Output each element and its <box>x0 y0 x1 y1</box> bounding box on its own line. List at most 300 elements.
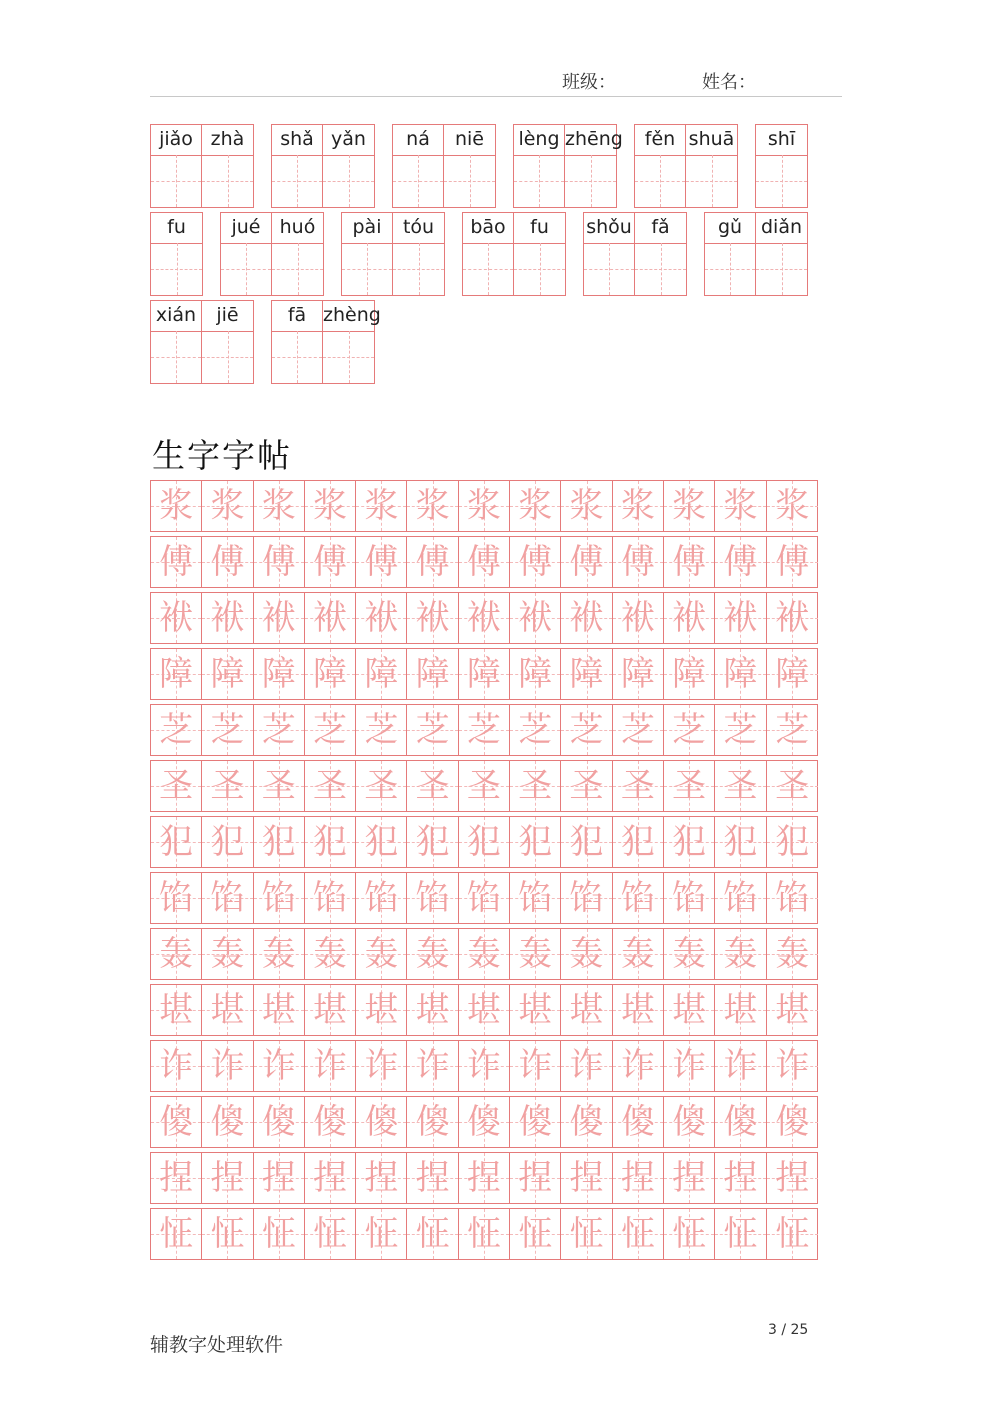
trace-character: 芝 <box>313 710 348 750</box>
practice-cell <box>356 537 407 587</box>
trace-character: 诈 <box>415 1046 450 1086</box>
pinyin-cell[interactable] <box>202 125 253 207</box>
writing-box <box>635 155 685 207</box>
practice-cell <box>202 873 253 923</box>
practice-cell <box>767 705 818 755</box>
practice-cell <box>407 1097 458 1147</box>
practice-cell <box>151 481 202 531</box>
pinyin-cell[interactable] <box>635 213 686 295</box>
writing-box <box>272 331 322 383</box>
practice-cell <box>613 873 664 923</box>
pinyin-cell[interactable] <box>272 213 323 295</box>
practice-cell <box>407 593 458 643</box>
trace-character: 傅 <box>159 542 194 582</box>
trace-character: 傻 <box>569 1102 604 1142</box>
trace-character: 诈 <box>466 1046 501 1086</box>
practice-cell <box>715 481 766 531</box>
practice-cell <box>510 1209 561 1259</box>
trace-character: 傅 <box>313 542 348 582</box>
pinyin-cell[interactable] <box>342 213 393 295</box>
trace-character: 袱 <box>775 598 810 638</box>
trace-character: 浆 <box>672 486 707 526</box>
writing-box <box>514 243 565 295</box>
trace-character: 障 <box>210 654 245 694</box>
writing-box <box>686 155 737 207</box>
practice-cell <box>202 817 253 867</box>
practice-cell <box>561 929 612 979</box>
practice-cell <box>767 537 818 587</box>
practice-cell <box>613 593 664 643</box>
practice-cell <box>305 1209 356 1259</box>
pinyin-cell[interactable] <box>565 125 623 207</box>
trace-character: 怔 <box>672 1214 707 1254</box>
trace-character: 捏 <box>313 1158 348 1198</box>
practice-cell <box>510 705 561 755</box>
practice-cell <box>459 817 510 867</box>
trace-character: 堪 <box>466 990 501 1030</box>
practice-cell <box>459 705 510 755</box>
trace-character: 馅 <box>620 878 655 918</box>
practice-cell <box>356 1209 407 1259</box>
practice-cell <box>407 1209 458 1259</box>
practice-cell <box>254 481 305 531</box>
trace-character: 捏 <box>518 1158 553 1198</box>
practice-cell <box>767 1209 818 1259</box>
practice-cell <box>254 985 305 1035</box>
practice-cell <box>202 1041 253 1091</box>
pinyin-cell[interactable] <box>202 301 253 383</box>
trace-character: 傅 <box>261 542 296 582</box>
practice-cell <box>664 481 715 531</box>
writing-box <box>272 243 323 295</box>
trace-character: 怔 <box>364 1214 399 1254</box>
trace-character: 堪 <box>518 990 553 1030</box>
pinyin-text: zhà <box>202 125 253 156</box>
practice-cell <box>459 1097 510 1147</box>
practice-cell <box>613 481 664 531</box>
practice-cell <box>202 649 253 699</box>
trace-character: 堪 <box>159 990 194 1030</box>
pinyin-cell[interactable] <box>463 213 514 295</box>
pinyin-cell[interactable] <box>151 213 202 295</box>
practice-cell <box>151 1209 202 1259</box>
trace-character: 傅 <box>672 542 707 582</box>
writing-box <box>756 243 807 295</box>
practice-cell <box>151 1153 202 1203</box>
trace-character: 傻 <box>210 1102 245 1142</box>
practice-cell <box>459 761 510 811</box>
practice-cell <box>305 593 356 643</box>
trace-character: 堪 <box>569 990 604 1030</box>
trace-character: 轰 <box>466 934 501 974</box>
pinyin-cell[interactable] <box>323 301 381 383</box>
trace-character: 诈 <box>210 1046 245 1086</box>
practice-cell <box>561 1209 612 1259</box>
practice-cell <box>407 1041 458 1091</box>
trace-character: 犯 <box>518 822 553 862</box>
pinyin-text: niē <box>444 125 495 156</box>
practice-cell <box>254 593 305 643</box>
trace-character: 犯 <box>672 822 707 862</box>
trace-character: 傅 <box>466 542 501 582</box>
practice-row <box>150 536 818 588</box>
trace-character: 堪 <box>620 990 655 1030</box>
pinyin-group <box>150 212 203 296</box>
practice-cell <box>767 1153 818 1203</box>
practice-cell <box>151 705 202 755</box>
practice-cell <box>561 873 612 923</box>
trace-character: 诈 <box>261 1046 296 1086</box>
trace-character: 芝 <box>723 710 758 750</box>
trace-character: 怔 <box>569 1214 604 1254</box>
practice-cell <box>356 649 407 699</box>
trace-character: 堪 <box>415 990 450 1030</box>
practice-cell <box>407 817 458 867</box>
pinyin-text: fǎ <box>635 213 686 244</box>
pinyin-text: jiǎo <box>151 125 201 156</box>
writing-box <box>393 243 444 295</box>
trace-character: 犯 <box>364 822 399 862</box>
practice-cell <box>561 481 612 531</box>
pinyin-group <box>392 124 496 208</box>
practice-cell <box>767 873 818 923</box>
practice-cell <box>664 761 715 811</box>
practice-cell <box>715 1153 766 1203</box>
writing-box <box>221 243 271 295</box>
practice-cell <box>767 1041 818 1091</box>
practice-cell <box>407 537 458 587</box>
practice-cell <box>151 761 202 811</box>
practice-cell <box>561 985 612 1035</box>
pinyin-group <box>462 212 566 296</box>
pinyin-text: yǎn <box>323 125 374 156</box>
practice-cell <box>202 761 253 811</box>
trace-character: 芝 <box>159 710 194 750</box>
practice-cell <box>202 1153 253 1203</box>
pinyin-text: xián <box>151 301 201 332</box>
practice-cell <box>202 705 253 755</box>
section-title: 生字字帖 <box>152 436 292 475</box>
trace-character: 傻 <box>518 1102 553 1142</box>
trace-character: 诈 <box>364 1046 399 1086</box>
trace-character: 轰 <box>210 934 245 974</box>
practice-cell <box>305 817 356 867</box>
trace-character: 芝 <box>210 710 245 750</box>
practice-cell <box>202 1209 253 1259</box>
practice-cell <box>613 761 664 811</box>
practice-cell <box>151 985 202 1035</box>
pinyin-cell[interactable] <box>635 125 686 207</box>
practice-cell <box>407 929 458 979</box>
trace-character: 馅 <box>364 878 399 918</box>
trace-character: 馅 <box>569 878 604 918</box>
trace-character: 馅 <box>518 878 553 918</box>
trace-character: 捏 <box>569 1158 604 1198</box>
practice-cell <box>254 1209 305 1259</box>
pinyin-text: fu <box>151 213 202 244</box>
pinyin-text: shǎ <box>272 125 322 156</box>
pinyin-cell[interactable] <box>393 213 444 295</box>
trace-character: 傻 <box>466 1102 501 1142</box>
practice-cell <box>510 649 561 699</box>
trace-character: 浆 <box>159 486 194 526</box>
pinyin-cell[interactable] <box>584 213 635 295</box>
practice-row <box>150 592 818 644</box>
practice-cell <box>356 1041 407 1091</box>
pinyin-text: fu <box>514 213 565 244</box>
writing-box <box>444 155 495 207</box>
practice-cell <box>151 873 202 923</box>
practice-cell <box>202 985 253 1035</box>
practice-cell <box>561 1097 612 1147</box>
trace-character: 馅 <box>672 878 707 918</box>
practice-cell <box>305 1097 356 1147</box>
trace-character: 轰 <box>313 934 348 974</box>
pinyin-cell[interactable] <box>393 125 444 207</box>
practice-cell <box>613 649 664 699</box>
trace-character: 犯 <box>210 822 245 862</box>
trace-character: 怔 <box>518 1214 553 1254</box>
trace-character: 袱 <box>569 598 604 638</box>
pinyin-group <box>513 124 623 208</box>
practice-cell <box>254 649 305 699</box>
trace-character: 犯 <box>313 822 348 862</box>
pinyin-text: jué <box>221 213 271 244</box>
trace-character: 怔 <box>210 1214 245 1254</box>
pinyin-group <box>341 212 445 296</box>
trace-character: 怔 <box>159 1214 194 1254</box>
practice-cell <box>459 537 510 587</box>
trace-character: 捏 <box>364 1158 399 1198</box>
pinyin-cell[interactable] <box>756 213 807 295</box>
pinyin-group <box>583 212 687 296</box>
practice-cell <box>305 705 356 755</box>
trace-character: 障 <box>723 654 758 694</box>
trace-character: 障 <box>672 654 707 694</box>
trace-character: 犯 <box>261 822 296 862</box>
pinyin-text: shǒu <box>584 213 634 244</box>
practice-cell <box>356 1097 407 1147</box>
trace-character: 傻 <box>159 1102 194 1142</box>
trace-character: 捏 <box>210 1158 245 1198</box>
practice-cell <box>305 1041 356 1091</box>
practice-cell <box>202 593 253 643</box>
practice-cell <box>254 705 305 755</box>
trace-character: 袱 <box>723 598 758 638</box>
practice-cell <box>356 1153 407 1203</box>
pinyin-cell[interactable] <box>705 213 756 295</box>
practice-cell <box>715 705 766 755</box>
trace-character: 馅 <box>415 878 450 918</box>
practice-cell <box>613 985 664 1035</box>
practice-cell <box>254 873 305 923</box>
pinyin-text: jiē <box>202 301 253 332</box>
writing-box <box>635 243 686 295</box>
writing-box <box>272 155 322 207</box>
trace-character: 障 <box>159 654 194 694</box>
practice-cell <box>407 761 458 811</box>
trace-character: 堪 <box>723 990 758 1030</box>
writing-box <box>323 155 374 207</box>
practice-cell <box>664 985 715 1035</box>
trace-character: 犯 <box>723 822 758 862</box>
practice-cell <box>510 481 561 531</box>
practice-row <box>150 984 818 1036</box>
trace-character: 芝 <box>775 710 810 750</box>
trace-character: 犯 <box>775 822 810 862</box>
practice-cell <box>356 705 407 755</box>
pinyin-cell[interactable] <box>151 125 202 207</box>
practice-cell <box>459 1041 510 1091</box>
trace-character: 犯 <box>466 822 501 862</box>
practice-cell <box>664 1209 715 1259</box>
practice-cell <box>305 929 356 979</box>
practice-cell <box>407 1153 458 1203</box>
pinyin-group <box>634 124 738 208</box>
trace-character: 轰 <box>415 934 450 974</box>
trace-character: 轰 <box>159 934 194 974</box>
pinyin-text: huó <box>272 213 323 244</box>
practice-cell <box>767 649 818 699</box>
practice-cell <box>459 649 510 699</box>
trace-character: 捏 <box>466 1158 501 1198</box>
practice-cell <box>510 929 561 979</box>
practice-cell <box>305 761 356 811</box>
practice-cell <box>151 929 202 979</box>
practice-cell <box>356 873 407 923</box>
practice-cell <box>715 593 766 643</box>
pinyin-text: shī <box>756 125 807 156</box>
trace-character: 傅 <box>569 542 604 582</box>
trace-character: 诈 <box>518 1046 553 1086</box>
pinyin-cell[interactable] <box>686 125 737 207</box>
practice-cell <box>305 873 356 923</box>
trace-character: 捏 <box>415 1158 450 1198</box>
practice-cell <box>305 1153 356 1203</box>
trace-character: 芝 <box>466 710 501 750</box>
pinyin-cell[interactable] <box>221 213 272 295</box>
trace-character: 浆 <box>466 486 501 526</box>
practice-cell <box>254 537 305 587</box>
trace-character: 浆 <box>210 486 245 526</box>
pinyin-cell[interactable] <box>514 213 565 295</box>
practice-cell <box>664 873 715 923</box>
practice-cell <box>151 649 202 699</box>
practice-cell <box>510 873 561 923</box>
trace-character: 障 <box>261 654 296 694</box>
trace-character: 袱 <box>466 598 501 638</box>
practice-cell <box>356 817 407 867</box>
pinyin-cell[interactable] <box>756 125 807 207</box>
trace-character: 芝 <box>261 710 296 750</box>
pinyin-cell[interactable] <box>272 125 323 207</box>
trace-character: 浆 <box>313 486 348 526</box>
trace-character: 堪 <box>775 990 810 1030</box>
pinyin-text: fā <box>272 301 322 332</box>
trace-character: 圣 <box>518 766 553 806</box>
trace-character: 堪 <box>210 990 245 1030</box>
trace-character: 捏 <box>159 1158 194 1198</box>
practice-cell <box>767 481 818 531</box>
pinyin-group <box>271 300 381 384</box>
writing-box <box>393 155 443 207</box>
practice-cell <box>202 929 253 979</box>
writing-box <box>584 243 634 295</box>
trace-character: 障 <box>415 654 450 694</box>
practice-cell <box>202 537 253 587</box>
trace-character: 傻 <box>261 1102 296 1142</box>
trace-character: 傻 <box>415 1102 450 1142</box>
pinyin-group <box>150 300 254 384</box>
writing-box <box>151 331 201 383</box>
practice-cell <box>254 1097 305 1147</box>
trace-character: 傅 <box>723 542 758 582</box>
trace-character: 馅 <box>210 878 245 918</box>
practice-cell <box>767 761 818 811</box>
practice-cell <box>305 649 356 699</box>
practice-cell <box>664 1153 715 1203</box>
practice-cell <box>561 705 612 755</box>
trace-character: 浆 <box>569 486 604 526</box>
trace-character: 芝 <box>672 710 707 750</box>
pinyin-cell[interactable] <box>323 125 374 207</box>
pinyin-cell[interactable] <box>444 125 495 207</box>
practice-cell <box>715 1097 766 1147</box>
pinyin-cell[interactable] <box>514 125 565 207</box>
trace-character: 轰 <box>775 934 810 974</box>
pinyin-cell[interactable] <box>151 301 202 383</box>
practice-cell <box>356 929 407 979</box>
trace-character: 诈 <box>569 1046 604 1086</box>
practice-cell <box>613 817 664 867</box>
practice-cell <box>151 1097 202 1147</box>
practice-cell <box>510 1041 561 1091</box>
pinyin-text: lèng <box>514 125 564 156</box>
practice-cell <box>254 761 305 811</box>
trace-character: 圣 <box>620 766 655 806</box>
trace-character: 诈 <box>159 1046 194 1086</box>
name-label: 姓名： <box>702 72 756 93</box>
practice-cell <box>151 593 202 643</box>
trace-character: 馅 <box>261 878 296 918</box>
writing-box <box>756 155 807 207</box>
practice-cell <box>356 985 407 1035</box>
trace-character: 圣 <box>415 766 450 806</box>
writing-box <box>565 155 616 207</box>
practice-cell <box>664 593 715 643</box>
class-label: 班级： <box>562 72 616 93</box>
practice-cell <box>459 929 510 979</box>
practice-cell <box>715 1209 766 1259</box>
practice-row <box>150 1152 818 1204</box>
trace-character: 芝 <box>364 710 399 750</box>
trace-character: 怔 <box>723 1214 758 1254</box>
writing-box <box>514 155 564 207</box>
trace-character: 傻 <box>672 1102 707 1142</box>
trace-character: 捏 <box>723 1158 758 1198</box>
trace-character: 犯 <box>569 822 604 862</box>
trace-character: 诈 <box>723 1046 758 1086</box>
practice-cell <box>407 873 458 923</box>
trace-character: 傅 <box>415 542 450 582</box>
practice-cell <box>664 1041 715 1091</box>
practice-cell <box>407 705 458 755</box>
practice-cell <box>613 1209 664 1259</box>
practice-cell <box>664 705 715 755</box>
practice-cell <box>510 1097 561 1147</box>
writing-box <box>202 331 253 383</box>
pinyin-cell[interactable] <box>272 301 323 383</box>
